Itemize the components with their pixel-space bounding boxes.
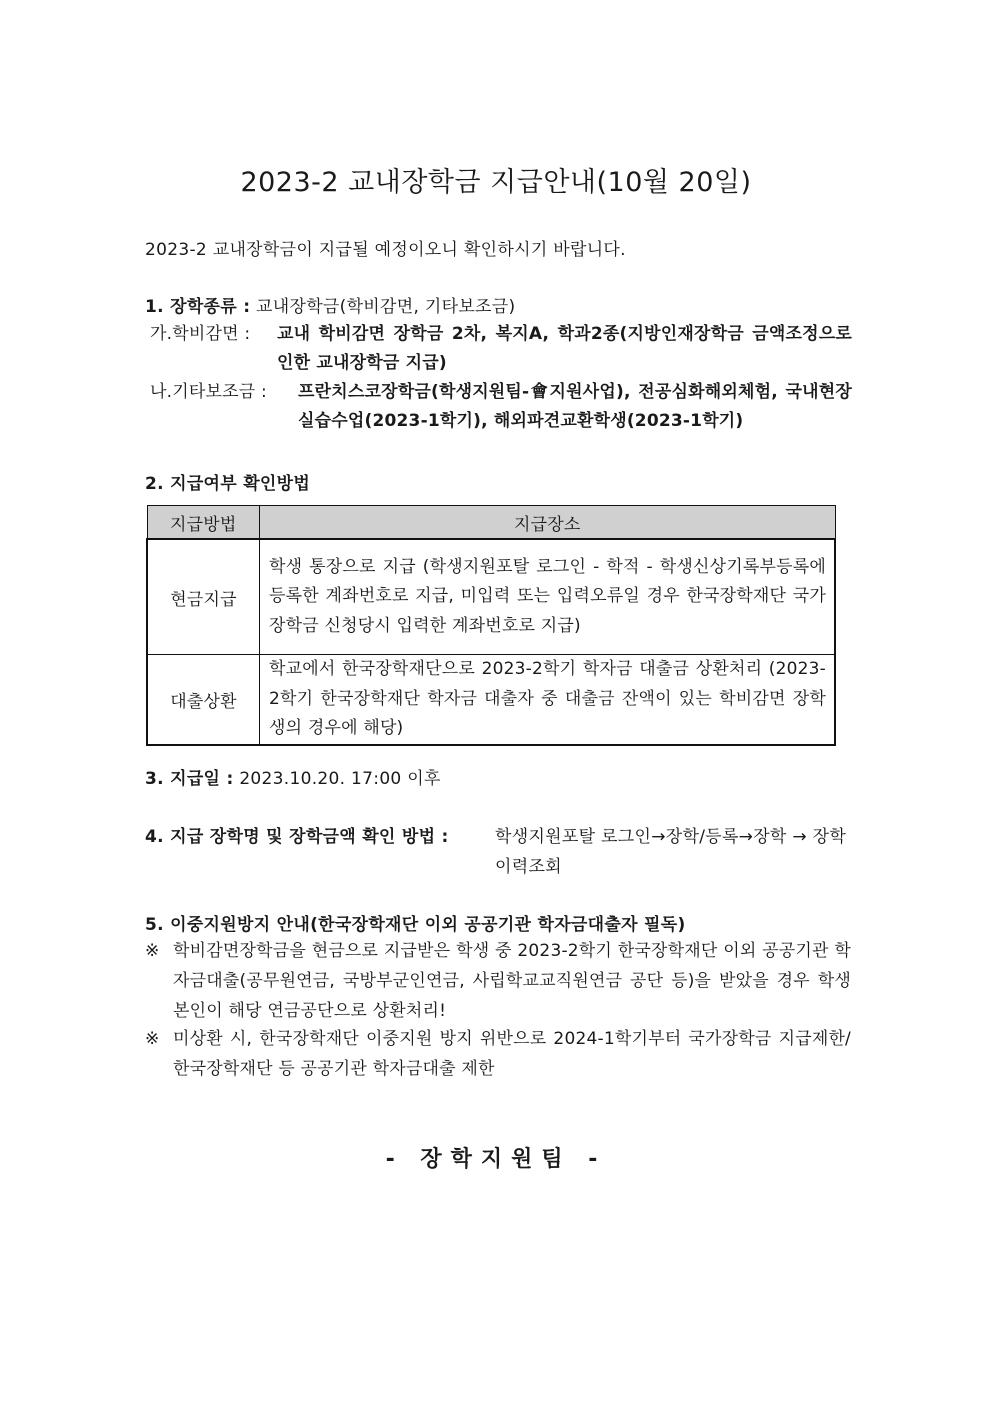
- section5-heading: 5. 이중지원방지 안내(한국장학재단 이외 공공기관 학자금대출자 필독): [145, 915, 686, 935]
- section3-heading: 3. 지급일 :: [145, 769, 234, 789]
- intro-text: 2023-2 교내장학금이 지급될 예정이오니 확인하시기 바랍니다.: [145, 240, 626, 260]
- section1-value: 교내장학금(학비감면, 기타보조금): [256, 297, 516, 317]
- method-cell: 대출상환: [147, 655, 260, 745]
- payment-method-table: [146, 505, 836, 746]
- notice-item: [145, 936, 851, 1028]
- tuition-reduction-text: 교내 학비감면 장학금 2차, 복지A, 학과2종(지방인재장학금 금액조정으로 인한 교내장학금 지급): [277, 324, 852, 373]
- other-subsidy-text: 프란치스코장학금(학생지원팀-會지원사업), 전공심화해외체험, 국내현장실습수업(2023-1학기), 해외파견교환학생(2023-1학기): [298, 382, 852, 431]
- table-row: [147, 655, 835, 745]
- other-subsidy-item: [150, 378, 852, 438]
- notice-item: [145, 1024, 851, 1086]
- notice-text: 미상환 시, 한국장학재단 이중지원 방지 위반으로 2024-1학기부터 국가장학금 지급제한/ 한국장학재단 등 공공기관 학자금대출 제한: [173, 1029, 851, 1079]
- section-scholarship-types: [145, 292, 515, 317]
- table-row: [147, 539, 835, 655]
- payment-date-value: 2023.10.20. 17:00 이후: [239, 769, 441, 789]
- reference-mark-icon: ※: [145, 1029, 160, 1049]
- reference-mark-icon: ※: [145, 941, 160, 961]
- place-cell: 학생 통장으로 지급 (학생지원포탈 로그인 - 학적 - 학생신상기록부등록에 등록한 계좌번호로 지급, 미입력 또는 입력오류일 경우 한국장학재단 국가장학금 신청당시 입력한 계좌번호로 지급): [260, 539, 836, 655]
- section4-heading: 4. 지급 장학명 및 장학금액 확인 방법 :: [145, 827, 449, 847]
- section2-heading: 2. 지급여부 확인방법: [145, 474, 311, 494]
- section1-heading: 1. 장학종류 :: [145, 297, 251, 317]
- page-title: 2023-2 교내장학금 지급안내(10월 20일): [240, 167, 752, 198]
- other-subsidy-label: 나.기타보조금 :: [150, 382, 267, 402]
- section-payment-date: [145, 764, 441, 789]
- tuition-reduction-item: [150, 320, 852, 380]
- tuition-reduction-label: 가.학비감면 :: [150, 324, 251, 344]
- section-check-method: [145, 822, 851, 882]
- table-header-row: [147, 506, 835, 540]
- place-cell: 학교에서 한국장학재단으로 2023-2학기 학자금 대출금 상환처리 (2023-2학기 한국장학재단 학자금 대출자 중 대출금 잔액이 있는 학비감면 장학생의 경우에 해당): [260, 655, 836, 745]
- check-method-value: 학생지원포탈 로그인→장학/등록→장학 → 장학이력조회: [495, 827, 847, 877]
- method-cell: 현금지급: [147, 539, 260, 655]
- notice-text: 학비감면장학금을 현금으로 지급받은 학생 중 2023-2학기 한국장학재단 이외 공공기관 학자금대출(공무원연금, 국방부군인연금, 사립학교교직원연금 공단 등)을 받았을 경우 학생 본인이 해당 연금공단으로 상환처리!: [173, 941, 851, 1021]
- team-signature: - 장학지원팀 -: [385, 1147, 607, 1172]
- column-header-place: 지급장소: [260, 506, 836, 540]
- column-header-method: 지급방법: [147, 506, 260, 540]
